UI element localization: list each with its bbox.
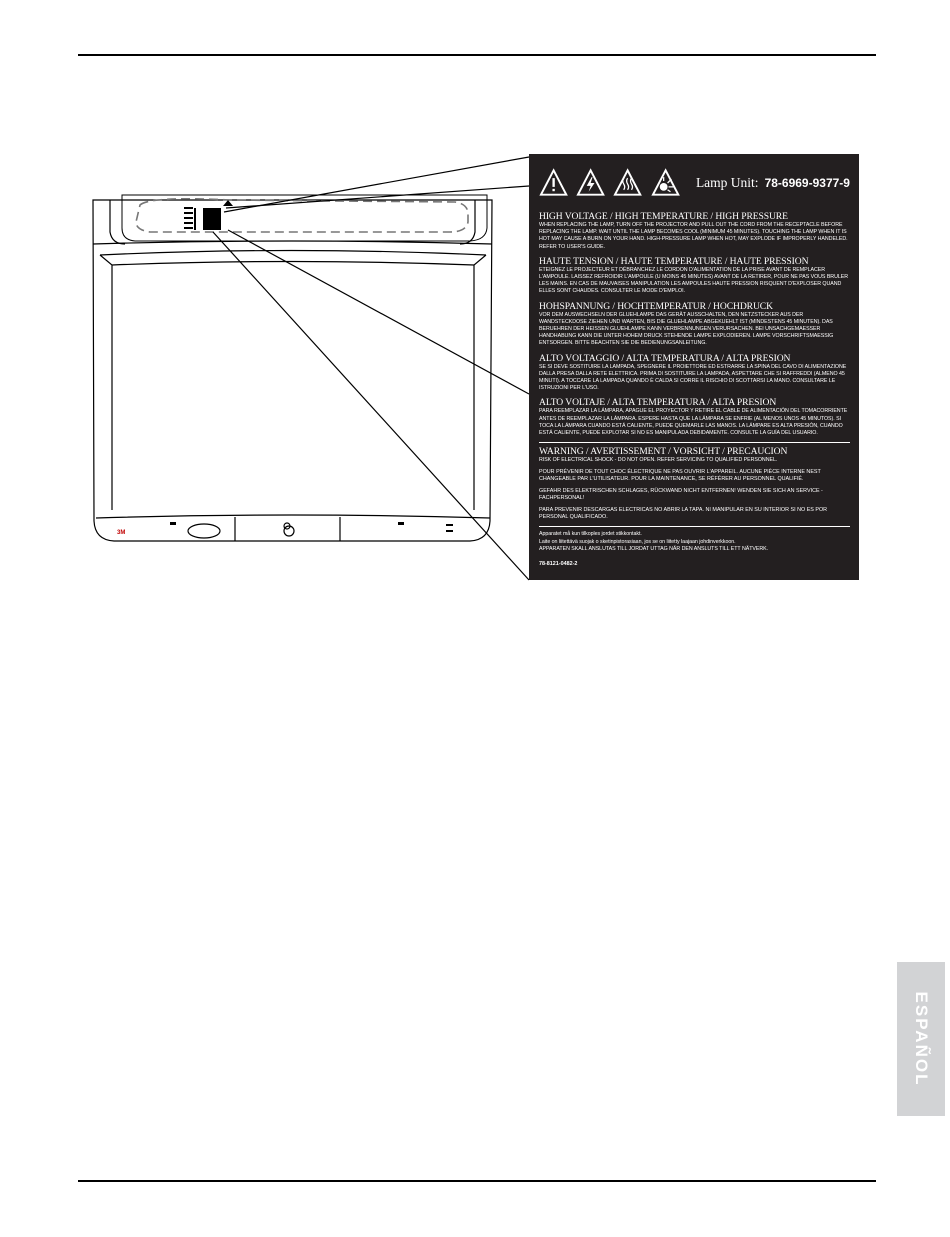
- language-tab: [897, 962, 945, 1116]
- projector-body-outline: [93, 200, 492, 541]
- nordic-line: Apparatet må kun tilkoples jordet stikkontakt.: [539, 531, 642, 538]
- section-heading: HAUTE TENSION / HAUTE TEMPERATURE / HAUTE PRESSION: [539, 255, 809, 267]
- nordic-line: Laite on liitettävä suojak o sketinpistorasiaan, jos se on liitetty laajaan johdinverkkoon.: [539, 538, 736, 545]
- section-text: WHEN REPLACING THE LAMP, TURN OFF THE PROJECTOR AND PULL OUT THE CORD FROM THE RECEPTACLE BEFORE REPLACING THE LAMP. WAIT UNTIL THE LAMP BECOMES COOL (MINIMUM 45 MINUTES). TOUCHING THE LAMP WHEN IT IS HOT MAY CAUSE A BURN ON YOUR HAND. HIGH-PRESSURE LAMP WHEN HOT, MAY EXPLODE IF IMPROPERLY HANDELED. REFER TO USER'S GUIDE.: [539, 222, 848, 250]
- warning-line: PARA PREVENIR DESCARGAS ELECTRICAS NO ABRIR LA TAPA. NI MANIPULAR EN SU INTERIOR SI NO ES POR PERSONAL QUALIFICADO.: [539, 507, 828, 521]
- label-divider: [539, 526, 850, 527]
- explosion-hazard-icon: [651, 168, 680, 198]
- label-section-spanish: [539, 398, 850, 437]
- warning-line: RISK OF ELECTRICAL SHOCK - DO NOT OPEN. REFER SERVICING TO QUALIFIED PERSONNEL.: [539, 457, 778, 464]
- hot-surface-icon: [613, 168, 642, 198]
- label-section-french: [539, 257, 850, 296]
- language-tab-label: ESPAÑOL: [912, 991, 931, 1087]
- warning-heading: WARNING / AVERTISSEMENT / VORSICHT / PRECAUCION: [539, 446, 788, 458]
- lamp-unit-line: [696, 175, 850, 191]
- section-text: VOR DEM AUSWECHSELN DER GLUEHLAMPE DAS GERÄT AUSSCHALTEN, DEN NETZSTECKER AUS DER WANDSTECKDOSE ZIEHEN UND WARTEN, BIS DIE GLUEHLAMPE ABGEKUEHLT IST (MINDESTENS 45 MINUTEN). DAS BERUEHREN DER HEISSEN GLUEHLAMPE KANN VERBRENNUNGEN VERURSACHEN. BEI UNSACHGEMAESSER HANDHABUNG KANN DIE UNTER HOHEM DRUCK STEHENDE LAMPE EXPLODIEREN. LAMPE VORSCHRIFTSMAESSIG ENTSORGEN. BITTE BEACHTEN SIE DIE BEDIENUNGSANLEITUNG.: [539, 311, 834, 347]
- front-button-oval: [188, 524, 220, 538]
- projector-front-panel: [96, 515, 490, 518]
- warning-line: GEFAHR DES ELEKTRISCHEN SCHLAGES, RÜCKWAND NICHT ENTFERNEN! WENDEN SIE SICH AN SERVICE - FACHPERSONAL!: [539, 488, 823, 502]
- high-voltage-icon: [576, 168, 605, 198]
- section-heading: ALTO VOLTAGGIO / ALTA TEMPERATURA / ALTA PRESION: [539, 352, 791, 364]
- label-section-english: [539, 212, 850, 251]
- lamp-unit-label: Lamp Unit:: [695, 175, 759, 190]
- label-section-german: [539, 302, 850, 348]
- nordic-line: APPARATEN SKALL ANSLUTAS TILL JORDAT UTTAG NÄR DEN ANSLUTS TILL ETT NÄTVERK.: [539, 545, 769, 552]
- section-heading: HOHSPANNUNG / HOCHTEMPERATUR / HOCHDRUCK: [539, 300, 773, 312]
- lamp-arrow-icon: [223, 200, 233, 206]
- label-part-number: 78-8121-0482-2: [539, 561, 578, 568]
- section-text: PARA REEMPLAZAR LA LÁMPARA, APAGUE EL PROYECTOR Y RETIRE EL CABLE DE ALIMENTACIÓN DEL TOMACORRIENTE ANTES DE REEMPLAZAR LA LÁMPARA. ESPERE HASTA QUE LA LÁMPARA SE ENFRIE (AL MENOS UNOS 45 MINUTOS). SI TOCA LA LÁMPARA CUANDO ESTÁ CALIENTE, PUEDE QUEMARLE LAS MANOS. LA LÁMPARE ES ALTA PRESIÓN, CUANDO ESTÁ CALIENTE, PUEDE EXPLOTAR SI NO ES MANIPULADA DEBIDAMENTE. CONSULTE LA GUÍA DEL USUARIO.: [539, 408, 848, 437]
- label-section-italian: [539, 354, 850, 393]
- section-text: ETEIGNEZ LE PROJECTEUR ET DÉBRANCHEZ LE CORDON D'ALIMENTATION DE LA PRISE AVANT DE REMPLACER L'AMPOULE. LAISSEZ REFROIDIR L'AMPOULE (U MOINS 45 MINUTES) AVANT DE LA RETIRER, POUR NE PAS VOUS BRULER LES MAINS. EN CAS DE MAUVAISES MANIPULATION LES AMPOULES HAUTE PRESSION RISQUENT D'EXPLOSER QUAND ELLES SONT CHAUDES. CONSULTER LE MODE D'EMPLOI.: [539, 266, 849, 295]
- general-warning-icon: [539, 168, 568, 198]
- lamp-unit-number: 78-6969-9377-9: [764, 176, 850, 190]
- lamp-warning-label: [529, 154, 859, 580]
- warning-line: POUR PRÉVENIR DE TOUT CHOC ÉLECTRIQUE NE PAS OUVRIR L'APPAREIL. AUCUNE PIÈCE INTERNE NEST CHANGEABLE PAR L'UTILISATEUR. POUR LA MAINTENANCE, SE RÉFÉRER AU PERSONNEL QUALIFIÉ.: [539, 469, 821, 483]
- section-heading: ALTO VOLTAJE / ALTA TEMPERATURA / ALTA PRESION: [539, 397, 777, 409]
- projector-logo: 3M: [117, 530, 126, 536]
- section-text: SE SI DEVE SOSTITUIRE LA LAMPADA, SPEGNERE IL PROIETTORE ED ESTRARRE LA SPINA DEL CAVO DI ALIMENTAZIONE DALLA PRESA DALLA RETE ELETTRICA. PRIMA DI SOSTITUIRE LA LAMPADA, ASPETTARE CHE SI RAFFREDDI (ALMENO 45 MINUTI). A TOCCARE LA LAMPADA QUANDO È CALDA SI CORRE IL RISCHIO DI SCOTTARSI LA MANO. CONSULTARE LE ISTRUZIONI PER L'USO.: [539, 363, 847, 392]
- lamp-label-miniature: [203, 208, 221, 230]
- section-heading: HIGH VOLTAGE / HIGH TEMPERATURE / HIGH PRESSURE: [539, 211, 788, 222]
- label-divider: [539, 442, 850, 443]
